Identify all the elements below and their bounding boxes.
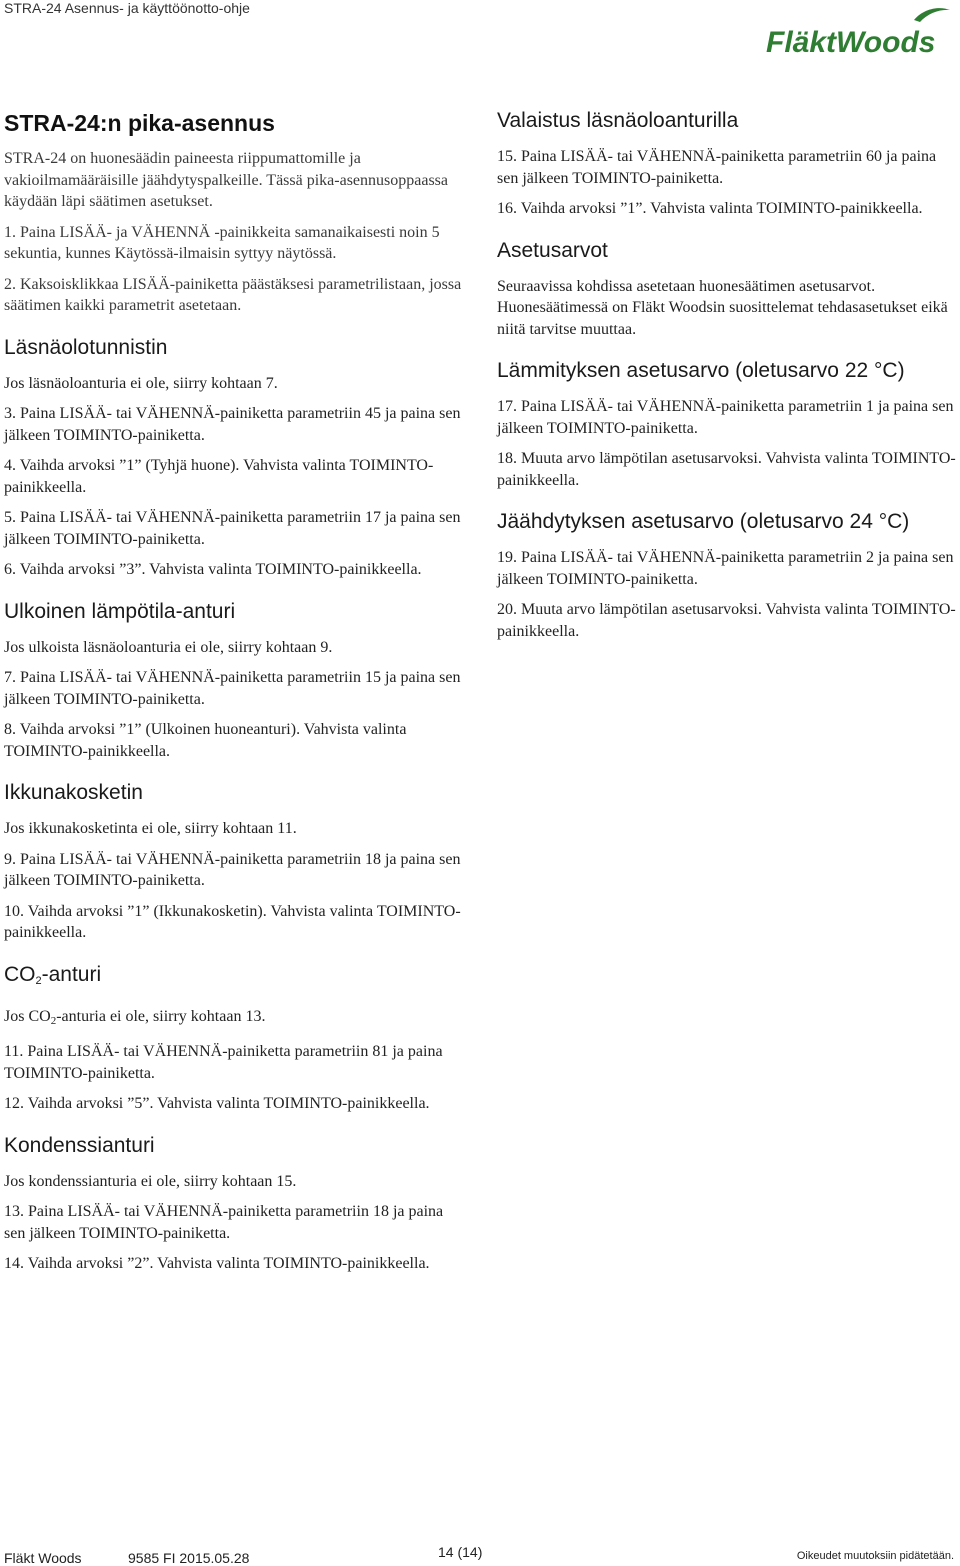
step-8: 8. Vaihda arvoksi ”1” (Ulkoinen huoneanturi). Vahvista valinta TOIMINTO-painikkeella. — [4, 721, 407, 760]
page-title: STRA-24:n pika-asennus — [4, 110, 275, 136]
step-16: 16. Vaihda arvoksi ”1”. Vahvista valinta TOIMINTO-painikkeella. — [497, 200, 923, 217]
step-19: 19. Paina LISÄÄ- tai VÄHENNÄ-painiketta parametriin 2 ja paina sen jälkeen TOIMINTO-painiketta. — [497, 549, 954, 588]
step-5: 5. Paina LISÄÄ- tai VÄHENNÄ-painiketta parametriin 17 ja paina sen jälkeen TOIMINTO-painiketta. — [4, 509, 461, 548]
intro-paragraph: STRA-24 on huonesäädin paineesta riippumattomille ja vakioilmamääräisille jäähdytyspalkeille. Tässä pika-asennusoppaassa käydään läpi säätimen asetukset. — [4, 150, 449, 210]
step-6: 6. Vaihda arvoksi ”3”. Vahvista valinta TOIMINTO-painikkeella. — [4, 561, 422, 578]
flaktwoods-logo — [764, 6, 954, 64]
step-1: 1. Paina LISÄÄ- ja VÄHENNÄ -painikkeita samanaikaisesti noin 5 sekuntia, kunnes Käytössä-ilmaisin syttyy näytössä. — [4, 223, 440, 262]
step-4: 4. Vaihda arvoksi ”1” (Tyhjä huone). Vahvista valinta TOIMINTO-painikkeella. — [4, 457, 434, 496]
step-3: 3. Paina LISÄÄ- tai VÄHENNÄ-painiketta parametriin 45 ja paina sen jälkeen TOIMINTO-painiketta. — [4, 405, 461, 444]
heading-presence-sensor: Läsnäolotunnistin — [4, 335, 168, 359]
left-column — [4, 108, 466, 1284]
step-10: 10. Vaihda arvoksi ”1” (Ikkunakosketin). Vahvista valinta TOIMINTO-painikkeella. — [4, 902, 461, 941]
heading-heating-setpoint: Lämmityksen asetusarvo (oletusarvo 22 °C) — [497, 359, 905, 382]
footer-doc-code: 9585 FI 2015.05.28 — [128, 1550, 250, 1566]
step-7: 7. Paina LISÄÄ- tai VÄHENNÄ-painiketta parametriin 15 ja paina sen jälkeen TOIMINTO-painiketta. — [4, 669, 461, 708]
presence-skip-note: Jos läsnäoloanturia ei ole, siirry kohtaan 7. — [4, 374, 278, 392]
window-skip-note: Jos ikkunakosketinta ei ole, siirry kohtaan 11. — [4, 820, 297, 837]
heading-window-contact: Ikkunakosketin — [4, 781, 143, 804]
step-18: 18. Muuta arvo lämpötilan asetusarvoksi. Vahvista valinta TOIMINTO-painikkeella. — [497, 450, 956, 489]
heading-condensation-sensor: Kondenssianturi — [4, 1133, 155, 1157]
condensation-skip-note: Jos kondenssianturia ei ole, siirry kohtaan 15. — [4, 1172, 297, 1190]
footer-rights: Oikeudet muutoksiin pidätetään. — [796, 1550, 954, 1562]
step-11: 11. Paina LISÄÄ- tai VÄHENNÄ-painiketta parametriin 81 ja paina TOIMINTO-painiketta. — [4, 1043, 443, 1082]
heading-cooling-setpoint: Jäähdytyksen asetusarvo (oletusarvo 24 °C) — [497, 510, 910, 533]
intro-section — [4, 148, 466, 317]
step-20: 20. Muuta arvo lämpötilan asetusarvoksi. Vahvista valinta TOIMINTO-painikkeella. — [497, 601, 956, 640]
step-15: 15. Paina LISÄÄ- tai VÄHENNÄ-painiketta parametriin 60 ja paina sen jälkeen TOIMINTO-painiketta. — [497, 148, 937, 187]
step-9: 9. Paina LISÄÄ- tai VÄHENNÄ-painiketta parametriin 18 ja paina sen jälkeen TOIMINTO-painiketta. — [4, 850, 461, 889]
setpoints-intro: Seuraavissa kohdissa asetetaan huonesäätimen asetusarvot. Huonesäätimessä on Fläkt Woodsin suosittelemat tehdasasetukset eikä niitä tarvitse muuttaa. — [497, 277, 948, 338]
heading-co2-sensor: $CO_2$-anturi — [4, 962, 102, 987]
footer-company: Fläkt Woods — [4, 1550, 82, 1566]
step-17: 17. Paina LISÄÄ- tai VÄHENNÄ-painiketta parametriin 1 ja paina sen jälkeen TOIMINTO-painiketta. — [497, 398, 954, 437]
heading-lighting: Valaistus läsnäoloanturilla — [497, 109, 739, 132]
right-column — [497, 108, 957, 651]
step-13: 13. Paina LISÄÄ- tai VÄHENNÄ-painiketta parametriin 18 ja paina sen jälkeen TOIMINTO-painiketta. — [4, 1203, 444, 1242]
co2-skip-note: Jos $CO_2$-anturia ei ole, siirry kohtaan 13. — [4, 1007, 266, 1027]
step-12: 12. Vaihda arvoksi ”5”. Vahvista valinta TOIMINTO-painikkeella. — [4, 1095, 430, 1112]
heading-outdoor-sensor: Ulkoinen lämpötila-anturi — [4, 599, 236, 623]
step-14: 14. Vaihda arvoksi ”2”. Vahvista valinta TOIMINTO-painikkeella. — [4, 1255, 430, 1272]
document-title: STRA-24 Asennus- ja käyttöönotto-ohje — [4, 0, 250, 16]
page-footer — [0, 1540, 960, 1566]
heading-setpoints: Asetusarvot — [497, 238, 608, 262]
footer-page-number: 14 (14) — [438, 1544, 483, 1560]
outdoor-skip-note: Jos ulkoista läsnäoloanturia ei ole, siirry kohtaan 9. — [4, 638, 333, 656]
step-2: 2. Kaksoisklikkaa LISÄÄ-painiketta päästäksesi parametrilistaan, jossa säätimen kaikki parametrit asetetaan. — [4, 275, 462, 314]
svg-text:FläktWoods: FläktWoods — [766, 26, 936, 59]
